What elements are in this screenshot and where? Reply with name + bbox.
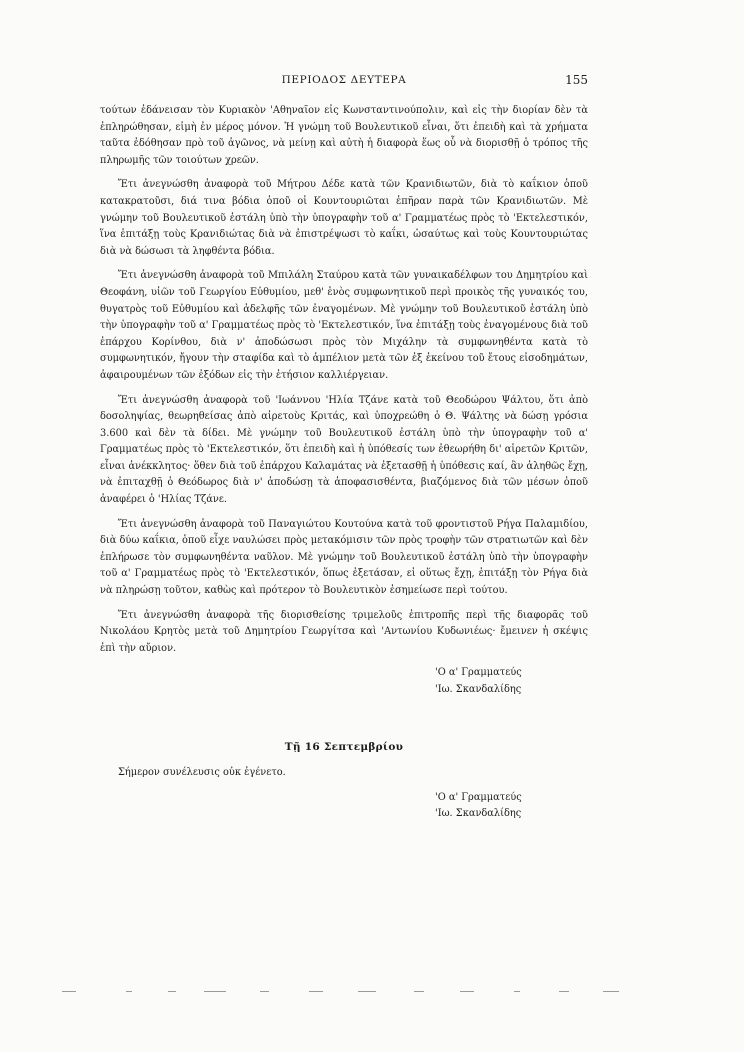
- signature-block: [435, 665, 588, 698]
- signature-name: 'Ιω. Σκανδαλίδης: [435, 808, 522, 820]
- section-paragraph: Σήμερον συνέλευσις οὐκ ἐγένετο.: [118, 767, 286, 779]
- running-title: ΠΕΡΙΟΔΟΣ ΔΕΥΤΕΡΑ: [281, 74, 407, 86]
- paragraph-continuation: τούτων ἐδάνεισαν τὸν Κυριακὸν 'Αθηναῖον εἰς Κωνσταντινούπολιν, καὶ εἰς τὴν διορίαν δὲν τὰ ἐπληρώθησαν, εἰμὴ ἐν μέρος μόνον. Ἡ γνώμη τοῦ Βουλευτικοῦ εἶναι, ὅτι ἐπειδὴ καὶ τὰ χρήματα ταῦτα ἐδόθησαν πρὸ τοῦ ἀγῶνος, νὰ μείνῃ καὶ αὐτὴ ἡ διαφορὰ ἕως οὗ νὰ διορισθῇ ὁ τρόπος τῆς πληρωμῆς τῶν τοιούτων χρεῶν.: [100, 105, 588, 166]
- paragraph: Ἔτι ἀνεγνώσθη ἀναφορὰ τοῦ 'Ιωάννου 'Ηλία Τζάνε κατὰ τοῦ Θεοδώρου Ψάλτου, ὅτι ἀπὸ δοσοληψίας, θεωρηθείσας ἀπὸ αἱρετοὺς Κριτάς, καὶ ὑποχρεώθη ὁ Θ. Ψάλτης νὰ δώσῃ γρόσια 3.600 καὶ δὲν τὰ δίδει. Μὲ γνώμην τοῦ Βουλευτικοῦ ἐστάλη ὑπὸ τὴν ὑπογραφὴν τοῦ α' Γραμματέως πρὸς τὸ 'Εκτελεστικόν, ὅτι ἐπειδὴ καὶ ἡ ὑπόθεσίς των ἐθεωρήθη δι' αἱρετῶν Κριτῶν, εἶναι ἀνέκκλητος· ὅθεν διὰ τοῦ ἐπάρχου Καλαμάτας νὰ ἐξετασθῇ ἡ ὑπόθεσις καί, ἂν ἀληθῶς ἔχῃ, νὰ ἐπιταχθῇ ὁ Θεόδωρος διὰ ν' ἀποδώσῃ τὰ ἀποφασισθέντα, βιαζόμενος διὰ τῶν μέσων ὁποῦ ἀναφέρει ὁ 'Ηλίας Τζάνε.: [100, 394, 588, 506]
- paragraph: Ἔτι ἀνεγνώσθη ἀναφορὰ τοῦ Παναγιώτου Κουτούνα κατὰ τοῦ φροντιστοῦ Ρήγα Παλαμιδίου, διὰ δύω καΐκια, ὁποῦ εἶχε ναυλώσει πρὸς μετακόμισιν τῶν πρὸς τροφὴν τῶν στρατιωτῶν καὶ δὲν ἐπλήρωσε τὸν συμφωνηθέντα ναῦλον. Μὲ γνώμην τοῦ Βουλευτικοῦ ἐστάλη ὑπὸ τὴν ὑπογραφὴν τοῦ α' Γραμματέως πρὸς τὸ 'Εκτελεστικόν, ὅπως ἐξετάσαν, εἰ οὕτως ἔχῃ, ἐπιτάξῃ τὸν Ρήγα διὰ νὰ πληρώσῃ τοῦτον, καθὼς καὶ πρότερον τὸ Βουλευτικὸν ἐσημείωσε περὶ τούτου.: [100, 518, 588, 597]
- body-text: [100, 103, 588, 823]
- paragraph: Ἔτι ἀνεγνώσθη ἀναφορὰ τοῦ Μπιλάλη Σταύρου κατὰ τῶν γυναικαδέλφων του Δημητρίου καὶ Θεοφάνη, υἱῶν τοῦ Γεωργίου Εὐθυμίου, μεθ' ἑνὸς συμφωνητικοῦ περὶ προικὸς τῆς γυναικός του, θυγατρὸς τοῦ Εὐθυμίου καὶ ἀδελφῆς τῶν ἐναγομένων. Μὲ γνώμην τοῦ Βουλευτικοῦ ἐστάλη ὑπὸ τὴν ὑπογραφὴν τοῦ α' Γραμματέως πρὸς τὸ 'Εκτελεστικόν, ἵνα ἐπιτάξῃ τοὺς ἐναγομένους διὰ τοῦ ἐπάρχου Κορίνθου, διὰ ν' ἀποδώσωσι πρὸς τὸν Μιχάλην τὰ συμφωνηθέντα κατὰ τὸ συμφωνητικόν, ἤγουν τὴν σταφίδα καὶ τὸ ἀμπέλιον μετὰ τῶν ἐξ ἐκείνου τοῦ ἔτους εἰσοδημάτων, ἀφαιρουμένων τῶν ἐξόδων εἰς τὴν ἐτήσιον καλλιέργειαν.: [100, 270, 588, 381]
- signature-name: 'Ιω. Σκανδαλίδης: [435, 684, 522, 695]
- scan-artifact-dashes: [62, 991, 622, 995]
- signature-block: [435, 790, 588, 823]
- paragraph: Ἔτι ἀνεγνώσθη ἀναφορὰ τῆς διορισθείσης τριμελοῦς ἐπιτροπῆς περὶ τῆς διαφορᾶς τοῦ Νικολάου Κρητὸς μετὰ τοῦ Δημητρίου Γεωργίτσα καὶ 'Αντωνίου Κυδωνιέως· ἔμεινεν ἡ σκέψις ἐπὶ τὴν αὔριον.: [100, 609, 588, 654]
- signature-role: 'Ο α' Γραμματεύς: [435, 791, 522, 803]
- page-number: 155: [565, 73, 588, 87]
- section-heading: Τῇ 16 Σεπτεμβρίου: [284, 740, 404, 753]
- running-header: [100, 74, 588, 90]
- paragraph: Ἔτι ἀνεγνώσθη ἀναφορὰ τοῦ Μήτρου Δέδε κατὰ τῶν Κρανιδιωτῶν, διὰ τὸ καΐκιον ὁποῦ κατακρατοῦσι, διά τινα βόδια ὁποῦ οἱ Κουντουριῶται ἐπῆραν παρὰ τῶν Κρανιδιωτῶν. Μὲ γνώμην τοῦ Βουλευτικοῦ ἐστάλη ὑπὸ τὴν ὑπογραφὴν τοῦ α' Γραμματέως πρὸς τὸ 'Εκτελεστικόν, ἵνα ἐπιτάξῃ τοὺς Κρανιδιώτας διὰ νὰ ἐπιστρέψωσι τὸ καΐκι, ὡσαύτως καὶ τοὺς Κουντουριώτας διὰ νὰ δώσωσι τὰ ληφθέντα βόδια.: [100, 179, 588, 257]
- signature-role: 'Ο α' Γραμματεύς: [435, 667, 522, 679]
